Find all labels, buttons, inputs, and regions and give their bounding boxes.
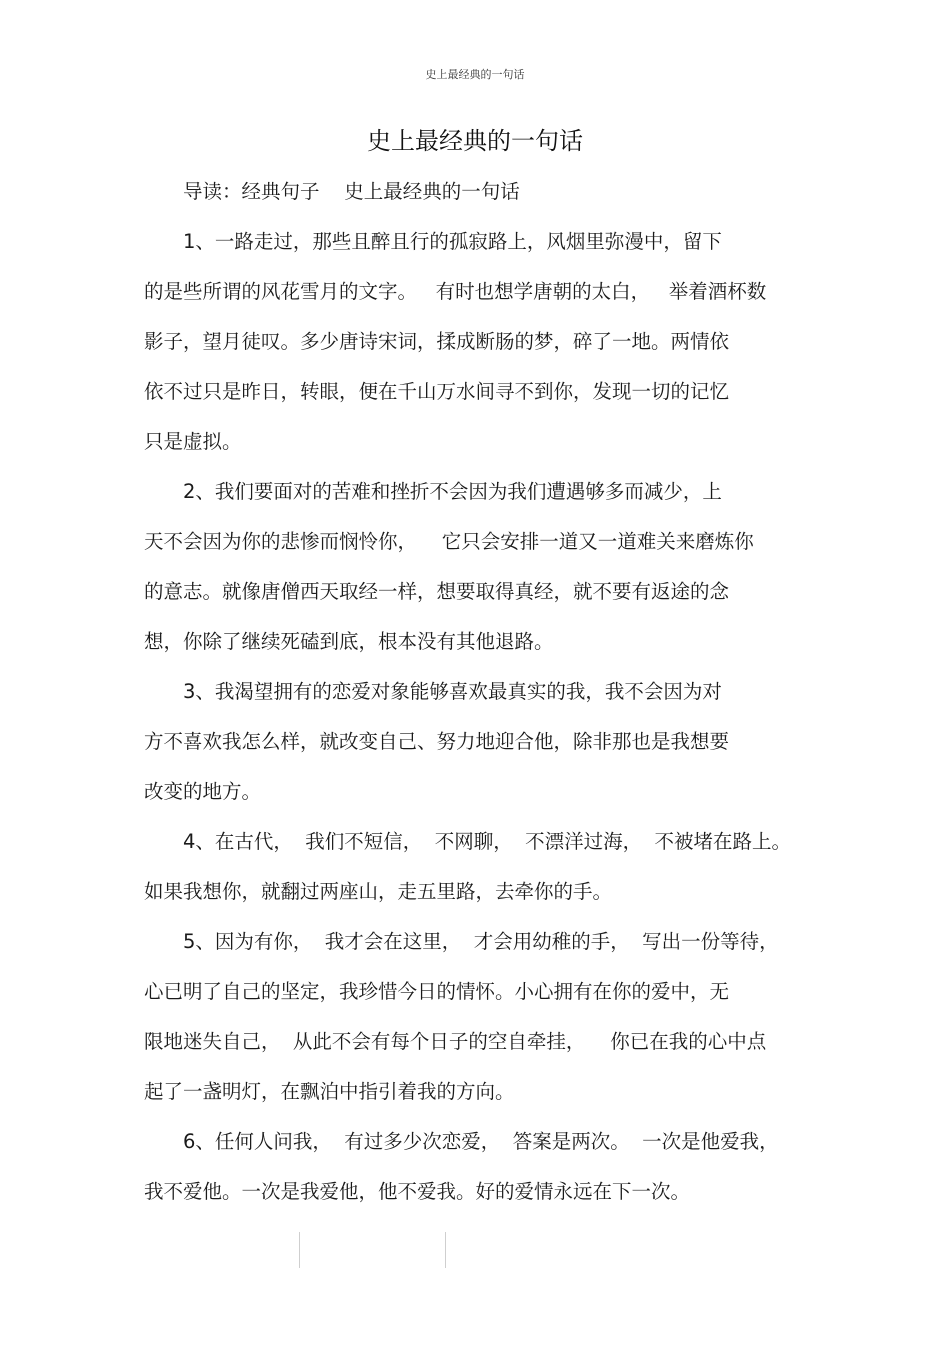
footer-divider-right [445,1232,446,1268]
paragraph-line: 心已明了自己的坚定，我珍惜今日的情怀。小心拥有在你的爱中，无 [144,980,730,1003]
paragraph-line: 2、我们要面对的苦难和挫折不会因为我们遭遇够多而减少，上 [183,480,722,503]
paragraph-line: 如果我想你，就翻过两座山，走五里路，去牵你的手。 [144,880,613,903]
document-title: 史上最经典的一句话 [367,127,583,155]
paragraph-4 [144,817,806,917]
running-header: 史上最经典的一句话 [425,68,525,81]
paragraph-line: 限地迷失自己， 从此不会有每个日子的空自牵挂， 你已在我的心中点 [144,1030,767,1053]
paragraph-line: 5、因为有你， 我才会在这里， 才会用幼稚的手， 写出一份等待， [183,930,779,953]
paragraph-6 [144,1117,806,1217]
paragraph-line: 想，你除了继续死磕到底，根本没有其他退路。 [144,630,554,653]
paragraph-5 [144,917,806,1117]
paragraph-line: 影子，望月徒叹。多少唐诗宋词，揉成断肠的梦，碎了一地。两情依 [144,330,730,353]
paragraph-line: 依不过只是昨日，转眼，便在千山万水间寻不到你，发现一切的记忆 [144,380,730,403]
paragraph-line: 的是些所谓的风花雪月的文字。 有时也想学唐朝的太白， 举着酒杯数 [144,280,767,303]
paragraph-line: 4、在古代， 我们不短信， 不网聊， 不漂洋过海， 不被堵在路上。 [183,830,791,853]
paragraph-line: 方不喜欢我怎么样，就改变自己、努力地迎合他，除非那也是我想要 [144,730,730,753]
paragraph-1 [144,217,806,467]
paragraph-line: 起了一盏明灯，在飘泊中指引着我的方向。 [144,1080,515,1103]
paragraph-line: 天不会因为你的悲惨而悯怜你， 它只会安排一道又一道难关来磨炼你 [144,530,754,553]
paragraph-line: 只是虚拟。 [144,430,242,453]
paragraph-2 [144,467,806,667]
paragraph-line: 我不爱他。一次是我爱他，他不爱我。好的爱情永远在下一次。 [144,1180,691,1203]
footer-divider-left [299,1232,300,1268]
paragraph-line: 6、任何人问我， 有过多少次恋爱， 答案是两次。 一次是他爱我， [183,1130,779,1153]
paragraph-line: 改变的地方。 [144,780,262,803]
paragraph-line: 1、一路走过，那些且醉且行的孤寂路上，风烟里弥漫中，留下 [183,230,722,253]
paragraph-line: 的意志。就像唐僧西天取经一样，想要取得真经，就不要有返途的念 [144,580,730,603]
paragraph-line: 3、我渴望拥有的恋爱对象能够喜欢最真实的我，我不会因为对 [183,680,722,703]
intro-line: 导读：经典句子 史上最经典的一句话 [183,180,520,203]
paragraph-3 [144,667,806,817]
